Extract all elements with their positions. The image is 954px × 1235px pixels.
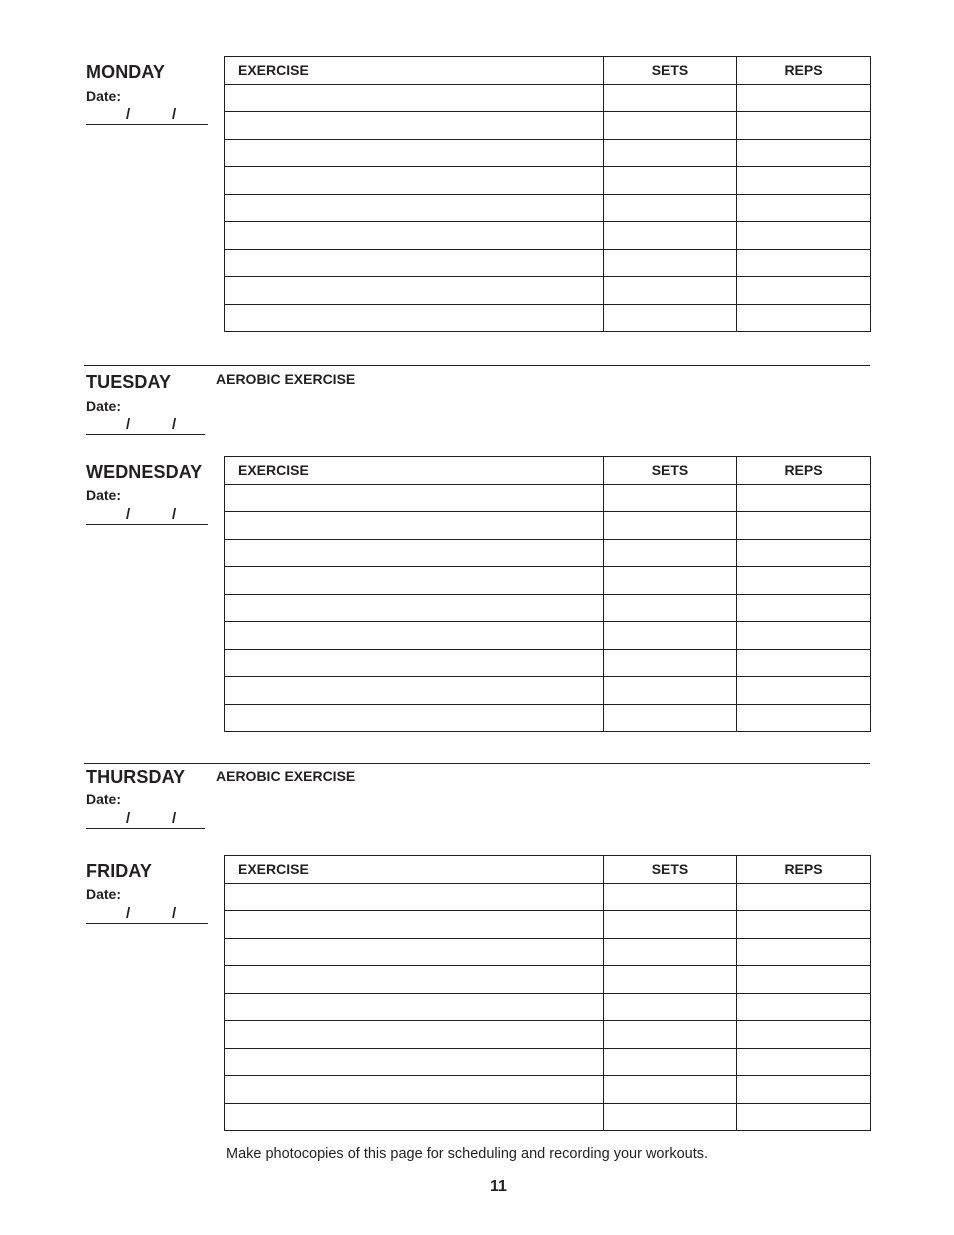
reps-cell[interactable] bbox=[737, 139, 871, 167]
sets-cell[interactable] bbox=[604, 938, 737, 966]
reps-cell[interactable] bbox=[737, 277, 871, 305]
date-slash: / bbox=[126, 106, 131, 123]
sets-cell[interactable] bbox=[604, 277, 737, 305]
reps-cell[interactable] bbox=[737, 704, 871, 732]
reps-cell[interactable] bbox=[737, 883, 871, 911]
day-name-monday: MONDAY bbox=[86, 62, 165, 82]
reps-cell[interactable] bbox=[737, 194, 871, 222]
exercise-cell[interactable] bbox=[225, 1048, 604, 1076]
column-header-reps: REPS bbox=[737, 57, 871, 85]
sets-cell[interactable] bbox=[604, 1076, 737, 1104]
sets-cell[interactable] bbox=[604, 594, 737, 622]
sets-cell[interactable] bbox=[604, 677, 737, 705]
exercise-cell[interactable] bbox=[225, 1021, 604, 1049]
date-label-monday: Date: bbox=[86, 88, 122, 104]
table-row bbox=[225, 167, 871, 195]
exercise-cell[interactable] bbox=[225, 304, 604, 332]
reps-cell[interactable] bbox=[737, 649, 871, 677]
sets-cell[interactable] bbox=[604, 911, 737, 939]
reps-cell[interactable] bbox=[737, 677, 871, 705]
day-name-tuesday: TUESDAY bbox=[86, 372, 172, 392]
table-row bbox=[225, 304, 871, 332]
sets-cell[interactable] bbox=[604, 993, 737, 1021]
reps-cell[interactable] bbox=[737, 512, 871, 540]
table-row bbox=[225, 993, 871, 1021]
exercise-cell[interactable] bbox=[225, 911, 604, 939]
table-header-row bbox=[225, 457, 871, 485]
table-header-row bbox=[225, 856, 871, 884]
sets-cell[interactable] bbox=[604, 484, 737, 512]
exercise-cell[interactable] bbox=[225, 938, 604, 966]
section-divider bbox=[84, 763, 870, 764]
page-number: 11 bbox=[490, 1178, 507, 1195]
reps-cell[interactable] bbox=[737, 966, 871, 994]
reps-cell[interactable] bbox=[737, 938, 871, 966]
exercise-cell[interactable] bbox=[225, 112, 604, 140]
reps-cell[interactable] bbox=[737, 1103, 871, 1131]
sets-cell[interactable] bbox=[604, 966, 737, 994]
exercise-cell[interactable] bbox=[225, 484, 604, 512]
table-row bbox=[225, 649, 871, 677]
aerobic-exercise-label-tuesday: AEROBIC EXERCISE bbox=[216, 371, 356, 387]
column-header-sets: SETS bbox=[604, 457, 737, 485]
exercise-table-friday bbox=[224, 855, 871, 1131]
table-row bbox=[225, 484, 871, 512]
table-row bbox=[225, 512, 871, 540]
table-row bbox=[225, 1048, 871, 1076]
date-underline-monday[interactable] bbox=[86, 124, 208, 125]
table-row bbox=[225, 194, 871, 222]
exercise-cell[interactable] bbox=[225, 594, 604, 622]
column-header-exercise: EXERCISE bbox=[225, 457, 604, 485]
sets-cell[interactable] bbox=[604, 1103, 737, 1131]
exercise-cell[interactable] bbox=[225, 512, 604, 540]
exercise-cell[interactable] bbox=[225, 677, 604, 705]
exercise-cell[interactable] bbox=[225, 167, 604, 195]
date-label-tuesday: Date: bbox=[86, 398, 122, 414]
reps-cell[interactable] bbox=[737, 539, 871, 567]
reps-cell[interactable] bbox=[737, 567, 871, 595]
exercise-table-monday bbox=[224, 56, 871, 332]
table-row bbox=[225, 84, 871, 112]
date-slash: / bbox=[172, 810, 177, 827]
section-divider bbox=[84, 365, 870, 366]
sets-cell[interactable] bbox=[604, 512, 737, 540]
sets-cell[interactable] bbox=[604, 84, 737, 112]
reps-cell[interactable] bbox=[737, 84, 871, 112]
sets-cell[interactable] bbox=[604, 1048, 737, 1076]
column-header-sets: SETS bbox=[604, 856, 737, 884]
column-header-sets: SETS bbox=[604, 57, 737, 85]
table-row bbox=[225, 277, 871, 305]
date-underline-thursday[interactable] bbox=[86, 828, 205, 829]
exercise-cell[interactable] bbox=[225, 704, 604, 732]
reps-cell[interactable] bbox=[737, 993, 871, 1021]
reps-cell[interactable] bbox=[737, 112, 871, 140]
date-slash: / bbox=[172, 506, 177, 523]
table-row bbox=[225, 222, 871, 250]
column-header-reps: REPS bbox=[737, 856, 871, 884]
exercise-cell[interactable] bbox=[225, 567, 604, 595]
date-underline-friday[interactable] bbox=[86, 923, 208, 924]
sets-cell[interactable] bbox=[604, 539, 737, 567]
sets-cell[interactable] bbox=[604, 167, 737, 195]
exercise-cell[interactable] bbox=[225, 622, 604, 650]
date-underline-wednesday[interactable] bbox=[86, 524, 208, 525]
exercise-cell[interactable] bbox=[225, 1076, 604, 1104]
table-row bbox=[225, 966, 871, 994]
table-row bbox=[225, 883, 871, 911]
date-label-wednesday: Date: bbox=[86, 487, 122, 503]
exercise-cell[interactable] bbox=[225, 194, 604, 222]
reps-cell[interactable] bbox=[737, 594, 871, 622]
reps-cell[interactable] bbox=[737, 167, 871, 195]
reps-cell[interactable] bbox=[737, 622, 871, 650]
reps-cell[interactable] bbox=[737, 911, 871, 939]
table-row bbox=[225, 567, 871, 595]
sets-cell[interactable] bbox=[604, 222, 737, 250]
column-header-reps: REPS bbox=[737, 457, 871, 485]
table-row bbox=[225, 704, 871, 732]
exercise-cell[interactable] bbox=[225, 539, 604, 567]
table-row bbox=[225, 911, 871, 939]
table-row bbox=[225, 1021, 871, 1049]
sets-cell[interactable] bbox=[604, 883, 737, 911]
table-row bbox=[225, 594, 871, 622]
exercise-cell[interactable] bbox=[225, 249, 604, 277]
date-slash: / bbox=[126, 810, 131, 827]
table-row bbox=[225, 1103, 871, 1131]
reps-cell[interactable] bbox=[737, 1048, 871, 1076]
date-label-friday: Date: bbox=[86, 886, 122, 902]
photocopy-note: Make photocopies of this page for scheduling and recording your workouts. bbox=[226, 1146, 709, 1162]
sets-cell[interactable] bbox=[604, 139, 737, 167]
sets-cell[interactable] bbox=[604, 249, 737, 277]
date-slash: / bbox=[172, 905, 177, 922]
date-slash: / bbox=[172, 416, 177, 433]
exercise-cell[interactable] bbox=[225, 222, 604, 250]
exercise-cell[interactable] bbox=[225, 277, 604, 305]
reps-cell[interactable] bbox=[737, 484, 871, 512]
column-header-exercise: EXERCISE bbox=[225, 856, 604, 884]
sets-cell[interactable] bbox=[604, 704, 737, 732]
day-name-friday: FRIDAY bbox=[86, 861, 152, 881]
table-row bbox=[225, 622, 871, 650]
day-name-thursday: THURSDAY bbox=[86, 767, 186, 787]
sets-cell[interactable] bbox=[604, 622, 737, 650]
table-row bbox=[225, 249, 871, 277]
date-slash: / bbox=[126, 506, 131, 523]
sets-cell[interactable] bbox=[604, 567, 737, 595]
date-underline-tuesday[interactable] bbox=[86, 434, 205, 435]
sets-cell[interactable] bbox=[604, 112, 737, 140]
exercise-cell[interactable] bbox=[225, 139, 604, 167]
reps-cell[interactable] bbox=[737, 1076, 871, 1104]
table-row bbox=[225, 112, 871, 140]
exercise-cell[interactable] bbox=[225, 993, 604, 1021]
date-slash: / bbox=[126, 416, 131, 433]
table-header-row bbox=[225, 57, 871, 85]
reps-cell[interactable] bbox=[737, 222, 871, 250]
day-name-wednesday: WEDNESDAY bbox=[86, 462, 203, 482]
table-row bbox=[225, 139, 871, 167]
exercise-cell[interactable] bbox=[225, 84, 604, 112]
reps-cell[interactable] bbox=[737, 304, 871, 332]
table-row bbox=[225, 938, 871, 966]
sets-cell[interactable] bbox=[604, 304, 737, 332]
exercise-cell[interactable] bbox=[225, 966, 604, 994]
exercise-cell[interactable] bbox=[225, 649, 604, 677]
exercise-cell[interactable] bbox=[225, 1103, 604, 1131]
sets-cell[interactable] bbox=[604, 194, 737, 222]
reps-cell[interactable] bbox=[737, 1021, 871, 1049]
date-label-thursday: Date: bbox=[86, 791, 122, 807]
date-slash: / bbox=[172, 106, 177, 123]
sets-cell[interactable] bbox=[604, 649, 737, 677]
table-row bbox=[225, 1076, 871, 1104]
exercise-cell[interactable] bbox=[225, 883, 604, 911]
exercise-table-wednesday bbox=[224, 456, 871, 732]
table-row bbox=[225, 539, 871, 567]
table-row bbox=[225, 677, 871, 705]
reps-cell[interactable] bbox=[737, 249, 871, 277]
aerobic-exercise-label-thursday: AEROBIC EXERCISE bbox=[216, 768, 356, 784]
column-header-exercise: EXERCISE bbox=[225, 57, 604, 85]
sets-cell[interactable] bbox=[604, 1021, 737, 1049]
date-slash: / bbox=[126, 905, 131, 922]
